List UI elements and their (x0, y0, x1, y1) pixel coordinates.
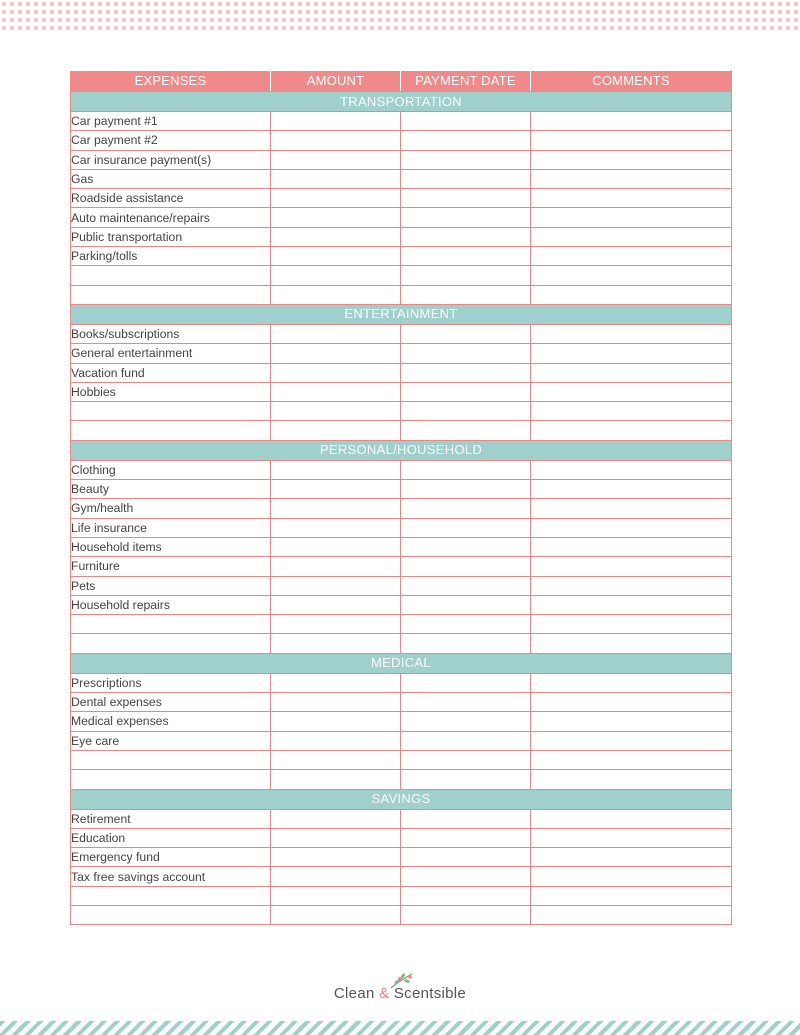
expense-row (71, 382, 732, 401)
payment-date-cell[interactable] (401, 382, 531, 401)
comments-cell[interactable] (531, 750, 732, 769)
brand-logo (0, 985, 800, 1002)
comments-cell[interactable] (531, 537, 732, 556)
comments-cell[interactable] (531, 712, 732, 731)
expense-row (71, 460, 732, 479)
payment-date-cell[interactable] (401, 131, 531, 150)
amount-cell[interactable] (271, 402, 401, 421)
expense-row (71, 247, 732, 266)
expense-row (71, 131, 732, 150)
expense-row (71, 848, 732, 867)
expense-row (71, 615, 732, 634)
expense-row (71, 770, 732, 789)
expense-row (71, 828, 732, 847)
payment-date-cell[interactable] (401, 324, 531, 343)
expense-label (71, 750, 271, 769)
amount-cell[interactable] (271, 266, 401, 285)
expense-row (71, 867, 732, 886)
amount-cell[interactable] (271, 828, 401, 847)
amount-cell[interactable] (271, 537, 401, 556)
section-title: SAVINGS (71, 789, 732, 809)
comments-cell[interactable] (531, 595, 732, 614)
section-title: TRANSPORTATION (71, 92, 732, 112)
comments-cell[interactable] (531, 363, 732, 382)
expense-label: Car insurance payment(s) (71, 150, 271, 169)
comments-cell[interactable] (531, 770, 732, 789)
amount-cell[interactable] (271, 750, 401, 769)
payment-date-cell[interactable] (401, 421, 531, 440)
comments-cell[interactable] (531, 867, 732, 886)
section-row (71, 440, 732, 460)
expense-row (71, 673, 732, 692)
amount-cell[interactable] (271, 344, 401, 363)
payment-date-cell[interactable] (401, 905, 531, 924)
header-amount: AMOUNT (271, 71, 401, 92)
amount-cell[interactable] (271, 518, 401, 537)
amount-cell[interactable] (271, 712, 401, 731)
section-title: MEDICAL (71, 653, 732, 673)
expense-label: Auto maintenance/repairs (71, 208, 271, 227)
amount-cell[interactable] (271, 112, 401, 131)
logo-text-scentsible: Scentsible (389, 985, 467, 1002)
expense-row (71, 537, 732, 556)
comments-cell[interactable] (531, 131, 732, 150)
payment-date-cell[interactable] (401, 848, 531, 867)
comments-cell[interactable] (531, 673, 732, 692)
expense-label: Hobbies (71, 382, 271, 401)
comments-cell[interactable] (531, 189, 732, 208)
payment-date-cell[interactable] (401, 227, 531, 246)
expense-label: Clothing (71, 460, 271, 479)
expense-label (71, 266, 271, 285)
section-row (71, 92, 732, 112)
expense-row (71, 208, 732, 227)
comments-cell[interactable] (531, 208, 732, 227)
table-body (71, 92, 732, 925)
amount-cell[interactable] (271, 421, 401, 440)
amount-cell[interactable] (271, 189, 401, 208)
payment-date-cell[interactable] (401, 731, 531, 750)
section-row (71, 789, 732, 809)
expense-row (71, 150, 732, 169)
expense-label (71, 615, 271, 634)
payment-date-cell[interactable] (401, 557, 531, 576)
expense-row (71, 499, 732, 518)
expense-label: Books/subscriptions (71, 324, 271, 343)
payment-date-cell[interactable] (401, 770, 531, 789)
expense-row (71, 750, 732, 769)
amount-cell[interactable] (271, 382, 401, 401)
striped-border (0, 1021, 800, 1035)
expense-row (71, 324, 732, 343)
amount-cell[interactable] (271, 460, 401, 479)
amount-cell[interactable] (271, 324, 401, 343)
payment-date-cell[interactable] (401, 247, 531, 266)
amount-cell[interactable] (271, 809, 401, 828)
amount-cell[interactable] (271, 886, 401, 905)
expense-label (71, 421, 271, 440)
expense-label: Pets (71, 576, 271, 595)
expense-label: Car payment #1 (71, 112, 271, 131)
comments-cell[interactable] (531, 169, 732, 188)
expense-row (71, 595, 732, 614)
comments-cell[interactable] (531, 615, 732, 634)
amount-cell[interactable] (271, 363, 401, 382)
amount-cell[interactable] (271, 615, 401, 634)
expense-row (71, 634, 732, 653)
comments-cell[interactable] (531, 693, 732, 712)
comments-cell[interactable] (531, 247, 732, 266)
comments-cell[interactable] (531, 634, 732, 653)
expense-row (71, 227, 732, 246)
amount-cell[interactable] (271, 693, 401, 712)
comments-cell[interactable] (531, 848, 732, 867)
amount-cell[interactable] (271, 247, 401, 266)
payment-date-cell[interactable] (401, 460, 531, 479)
expense-label (71, 905, 271, 924)
payment-date-cell[interactable] (401, 208, 531, 227)
payment-date-cell[interactable] (401, 266, 531, 285)
comments-cell[interactable] (531, 518, 732, 537)
payment-date-cell[interactable] (401, 809, 531, 828)
payment-date-cell[interactable] (401, 363, 531, 382)
logo-ampersand: & (379, 985, 390, 1002)
expense-label: Emergency fund (71, 848, 271, 867)
expense-label: Gym/health (71, 499, 271, 518)
payment-date-cell[interactable] (401, 634, 531, 653)
comments-cell[interactable] (531, 731, 732, 750)
expense-label: Retirement (71, 809, 271, 828)
comments-cell[interactable] (531, 324, 732, 343)
expense-row (71, 189, 732, 208)
comments-cell[interactable] (531, 227, 732, 246)
expense-row (71, 886, 732, 905)
expense-row (71, 112, 732, 131)
expense-row (71, 266, 732, 285)
expense-label: Vacation fund (71, 363, 271, 382)
payment-date-cell[interactable] (401, 112, 531, 131)
payment-date-cell[interactable] (401, 576, 531, 595)
payment-date-cell[interactable] (401, 169, 531, 188)
expense-row (71, 402, 732, 421)
expense-row (71, 557, 732, 576)
budget-table (70, 70, 732, 925)
payment-date-cell[interactable] (401, 750, 531, 769)
comments-cell[interactable] (531, 421, 732, 440)
expense-row (71, 169, 732, 188)
amount-cell[interactable] (271, 848, 401, 867)
comments-cell[interactable] (531, 576, 732, 595)
amount-cell[interactable] (271, 905, 401, 924)
comments-cell[interactable] (531, 460, 732, 479)
expense-label: Medical expenses (71, 712, 271, 731)
expense-row (71, 712, 732, 731)
payment-date-cell[interactable] (401, 615, 531, 634)
section-row (71, 304, 732, 324)
payment-date-cell[interactable] (401, 499, 531, 518)
expense-label: Car payment #2 (71, 131, 271, 150)
expense-label: Household items (71, 537, 271, 556)
expense-label (71, 886, 271, 905)
comments-cell[interactable] (531, 112, 732, 131)
comments-cell[interactable] (531, 266, 732, 285)
section-title: ENTERTAINMENT (71, 304, 732, 324)
expense-row (71, 576, 732, 595)
comments-cell[interactable] (531, 905, 732, 924)
payment-date-cell[interactable] (401, 344, 531, 363)
expense-label: Tax free savings account (71, 867, 271, 886)
expense-label: Roadside assistance (71, 189, 271, 208)
comments-cell[interactable] (531, 382, 732, 401)
payment-date-cell[interactable] (401, 480, 531, 499)
payment-date-cell[interactable] (401, 402, 531, 421)
expense-row (71, 480, 732, 499)
payment-date-cell[interactable] (401, 285, 531, 304)
payment-date-cell[interactable] (401, 828, 531, 847)
logo-text-clean: Clean (333, 985, 380, 1002)
expense-label (71, 285, 271, 304)
expense-label: Gas (71, 169, 271, 188)
comments-cell[interactable] (531, 828, 732, 847)
expense-label: Eye care (71, 731, 271, 750)
expense-label: Dental expenses (71, 693, 271, 712)
expense-label (71, 402, 271, 421)
expense-label: Education (71, 828, 271, 847)
header-row (71, 71, 732, 92)
payment-date-cell[interactable] (401, 150, 531, 169)
amount-cell[interactable] (271, 557, 401, 576)
expense-label (71, 634, 271, 653)
expense-label (71, 770, 271, 789)
comments-cell[interactable] (531, 344, 732, 363)
header-comments: COMMENTS (531, 71, 732, 92)
expense-row (71, 693, 732, 712)
expense-label: Life insurance (71, 518, 271, 537)
polka-dot-border (0, 0, 800, 34)
amount-cell[interactable] (271, 731, 401, 750)
payment-date-cell[interactable] (401, 673, 531, 692)
payment-date-cell[interactable] (401, 518, 531, 537)
comments-cell[interactable] (531, 402, 732, 421)
expense-label: Prescriptions (71, 673, 271, 692)
expense-row (71, 285, 732, 304)
header-payment-date: PAYMENT DATE (401, 71, 531, 92)
expense-row (71, 731, 732, 750)
payment-date-cell[interactable] (401, 595, 531, 614)
comments-cell[interactable] (531, 499, 732, 518)
expense-label: Parking/tolls (71, 247, 271, 266)
expense-label: Public transportation (71, 227, 271, 246)
comments-cell[interactable] (531, 557, 732, 576)
expense-row (71, 905, 732, 924)
expense-label: Beauty (71, 480, 271, 499)
payment-date-cell[interactable] (401, 712, 531, 731)
expense-row (71, 363, 732, 382)
comments-cell[interactable] (531, 809, 732, 828)
amount-cell[interactable] (271, 634, 401, 653)
amount-cell[interactable] (271, 131, 401, 150)
comments-cell[interactable] (531, 285, 732, 304)
amount-cell[interactable] (271, 285, 401, 304)
payment-date-cell[interactable] (401, 693, 531, 712)
amount-cell[interactable] (271, 595, 401, 614)
comments-cell[interactable] (531, 886, 732, 905)
expense-label: Household repairs (71, 595, 271, 614)
expense-row (71, 809, 732, 828)
expense-row (71, 344, 732, 363)
amount-cell[interactable] (271, 208, 401, 227)
comments-cell[interactable] (531, 150, 732, 169)
amount-cell[interactable] (271, 227, 401, 246)
payment-date-cell[interactable] (401, 867, 531, 886)
amount-cell[interactable] (271, 480, 401, 499)
amount-cell[interactable] (271, 499, 401, 518)
section-title: PERSONAL/HOUSEHOLD (71, 440, 732, 460)
amount-cell[interactable] (271, 150, 401, 169)
amount-cell[interactable] (271, 867, 401, 886)
payment-date-cell[interactable] (401, 886, 531, 905)
section-row (71, 653, 732, 673)
payment-date-cell[interactable] (401, 537, 531, 556)
expense-label: Furniture (71, 557, 271, 576)
comments-cell[interactable] (531, 480, 732, 499)
expense-label: General entertainment (71, 344, 271, 363)
amount-cell[interactable] (271, 770, 401, 789)
expense-row (71, 518, 732, 537)
payment-date-cell[interactable] (401, 189, 531, 208)
header-expenses: EXPENSES (71, 71, 271, 92)
amount-cell[interactable] (271, 576, 401, 595)
expense-row (71, 421, 732, 440)
amount-cell[interactable] (271, 169, 401, 188)
amount-cell[interactable] (271, 673, 401, 692)
